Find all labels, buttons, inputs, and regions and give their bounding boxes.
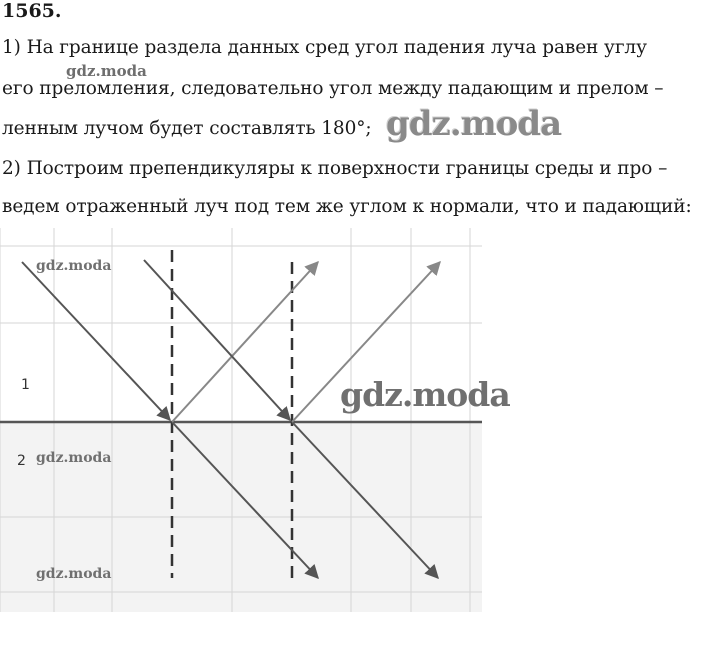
watermark-figure-top-left: gdz.moda: [36, 258, 112, 274]
text-line-1: 1) На границе раздела данных сред угол падения луча равен углу: [2, 37, 647, 58]
medium-label-2: 2: [17, 453, 26, 469]
refraction-figure: [0, 228, 510, 616]
text-line-4: 2) Построим препендикуляры к поверхности границы среды и про –: [2, 158, 668, 179]
text-line-2: его преломления, следовательно угол между падающим и прелом –: [2, 78, 664, 99]
watermark-figure-bottom-left: gdz.moda: [36, 566, 112, 582]
watermark-top-small: gdz.moda: [66, 62, 147, 80]
watermark-top-large: gdz.moda: [386, 104, 562, 144]
watermark-figure-mid-left: gdz.moda: [36, 450, 112, 466]
text-line-5: ведем отраженный луч под тем же углом к нормали, что и падающий:: [2, 196, 692, 217]
ray-diagram: [0, 228, 510, 612]
watermark-figure-large: gdz.moda: [340, 375, 510, 414]
problem-number: 1565.: [2, 0, 62, 22]
text-line-3: ленным лучом будет составлять 180°;: [2, 118, 372, 139]
medium-label-1: 1: [21, 377, 30, 393]
